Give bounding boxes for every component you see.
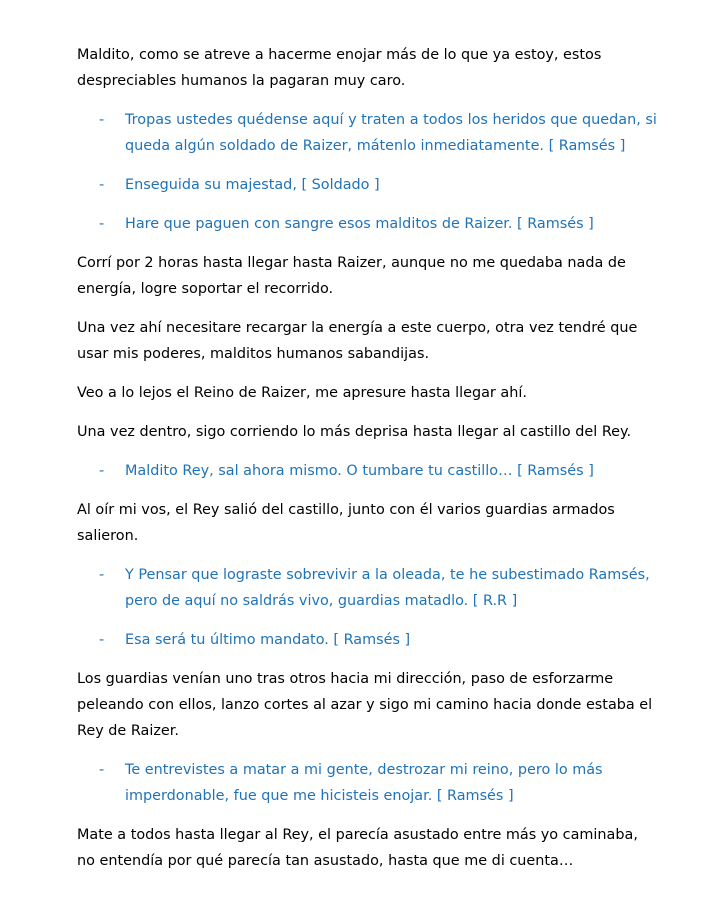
dialogue-dash: - (99, 463, 105, 479)
dialogue-text: Enseguida su majestad, [ Soldado ] (125, 177, 380, 193)
narration-paragraph: Una vez dentro, sigo corriendo lo más deprisa hasta llegar al castillo del Rey. (77, 424, 632, 440)
dialogue-line (77, 562, 657, 614)
narration-paragraph: Mate a todos hasta llegar al Rey, el parecía asustado entre más yo caminaba, no entendía por qué parecía tan asustado, hasta que me di cuenta… (77, 827, 638, 869)
dialogue-text: Tropas ustedes quédense aquí y traten a todos los heridos que quedan, si queda algún soldado de Raizer, mátenlo inmediatamente. [ Ramsés ] (125, 112, 657, 154)
dialogue-line (77, 107, 657, 159)
dialogue-line (77, 172, 657, 198)
dialogue-line (77, 211, 657, 237)
dialogue-text: Maldito Rey, sal ahora mismo. O tumbare tu castillo… [ Ramsés ] (125, 463, 594, 479)
dialogue-text: Hare que paguen con sangre esos malditos de Raizer. [ Ramsés ] (125, 216, 594, 232)
dialogue-text: Te entrevistes a matar a mi gente, destrozar mi reino, pero lo más imperdonable, fue que me hicisteis enojar. [ Ramsés ] (125, 762, 603, 804)
dialogue-dash: - (99, 632, 105, 648)
narration-paragraph: Maldito, como se atreve a hacerme enojar más de lo que ya estoy, estos despreciables humanos la pagaran muy caro. (77, 47, 602, 89)
narration-paragraph: Corrí por 2 horas hasta llegar hasta Raizer, aunque no me quedaba nada de energía, logre soportar el recorrido. (77, 255, 626, 297)
dialogue-text: Esa será tu último mandato. [ Ramsés ] (125, 632, 411, 648)
dialogue-line (77, 757, 657, 809)
dialogue-line (77, 458, 657, 484)
narration-paragraph: Veo a lo lejos el Reino de Raizer, me apresure hasta llegar ahí. (77, 385, 527, 401)
narration-paragraph: Una vez ahí necesitare recargar la energía a este cuerpo, otra vez tendré que usar mis poderes, malditos humanos sabandijas. (77, 320, 638, 362)
dialogue-dash: - (99, 112, 105, 128)
dialogue-dash: - (99, 216, 105, 232)
dialogue-line (77, 627, 657, 653)
document-page (77, 42, 657, 887)
dialogue-dash: - (99, 762, 105, 778)
dialogue-dash: - (99, 567, 105, 583)
narration-paragraph: Al oír mi vos, el Rey salió del castillo, junto con él varios guardias armados salieron. (77, 502, 615, 544)
dialogue-dash: - (99, 177, 105, 193)
dialogue-text: Y Pensar que lograste sobrevivir a la oleada, te he subestimado Ramsés, pero de aquí no saldrás vivo, guardias matadlo. [ R.R ] (125, 567, 650, 609)
narration-paragraph: Los guardias venían uno tras otros hacia mi dirección, paso de esforzarme peleando con ellos, lanzo cortes al azar y sigo mi camino hacia donde estaba el Rey de Raizer. (77, 671, 653, 739)
